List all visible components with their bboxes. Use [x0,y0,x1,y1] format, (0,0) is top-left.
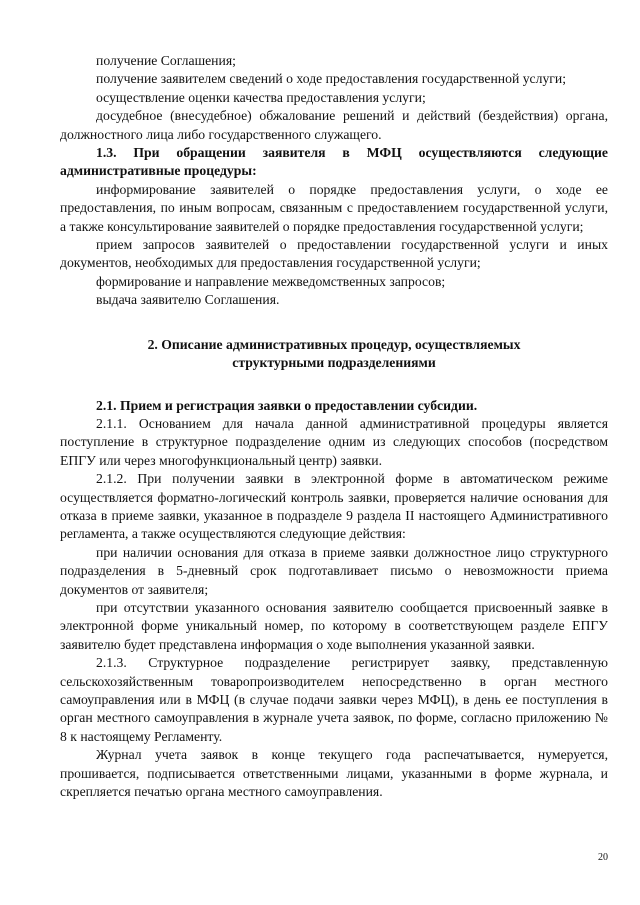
paragraph: прием запросов заявителей о предоставлении государственной услуги и иных документов, необходимых для предоставления государственной услуги; [60,237,608,271]
paragraph: осуществление оценки качества предоставления услуги; [96,89,426,105]
paragraph: 2.1. Прием и регистрация заявки о предоставлении субсидии. [96,397,478,413]
paragraphs-top [60,52,608,310]
paragraph: досудебное (внесудебное) обжалование решений и действий (бездействия) органа, должностного лица либо государственного служащего. [60,108,608,142]
paragraph: получение Соглашения; [96,53,236,68]
document-body [60,52,608,801]
paragraph: 2.1.3. Структурное подразделение регистрирует заявку, представленную сельскохозяйственным товаропроизводителем непосредственно в орган местного самоуправления или в МФЦ (в случае подачи заявки через МФЦ), в день ее поступления в орган местного самоуправления в журнале учета заявок, по форме, согласно приложению № 8 к настоящему Регламенту. [60,655,608,744]
paragraph: Журнал учета заявок в конце текущего года распечатывается, нумеруется, прошивается, подписывается ответственными лицами, указанными в форме журнала, и скрепляется печатью органа местного самоуправления. [60,747,608,800]
paragraph: получение заявителем сведений о ходе предоставления государственной услуги; [96,71,567,87]
section-heading-line1: 2. Описание административных процедур, осуществляемых [147,336,521,352]
paragraphs-bottom [60,397,608,802]
page-number: 20 [598,852,608,863]
paragraph: 1.3. При обращении заявителя в МФЦ осуществляются следующие административные процедуры: [60,145,608,179]
paragraph: 2.1.2. При получении заявки в электронной форме в автоматическом режиме осуществляется форматно-логический контроль заявки, проверяется наличие основания для отказа в приеме заявки, указанное в подразделе 9 раздела II настоящего Административного регламента, а также осуществляются следующие действия: [60,471,608,542]
paragraph: при наличии основания для отказа в приеме заявки должностное лицо структурного подразделения в 5-дневный срок подготавливает письмо о невозможности приема документов от заявителя; [60,544,608,597]
paragraph: формирование и направление межведомственных запросов; [96,273,446,289]
paragraph: информирование заявителей о порядке предоставления услуги, о ходе ее предоставления, по иным вопросам, связанным с предоставлением государственной услуги, а также консультирование заявителей о порядке предоставления государственной услуги; [60,181,608,234]
paragraph: при отсутствии указанного основания заявителю сообщается присвоенный заявке в электронной форме уникальный номер, по которому в соответствующем разделе ЕПГУ заявителю будет представлена информация о ходе выполнения указанной заявки. [60,599,608,652]
paragraph: выдача заявителю Соглашения. [96,292,280,308]
section-heading [80,336,588,373]
paragraph: 2.1.1. Основанием для начала данной административной процедуры является поступление в структурное подразделение одним из следующих способов (посредством ЕПГУ или через многофункциональный центр) заявки. [60,415,608,468]
section-heading-line2: структурными подразделениями [232,355,436,371]
